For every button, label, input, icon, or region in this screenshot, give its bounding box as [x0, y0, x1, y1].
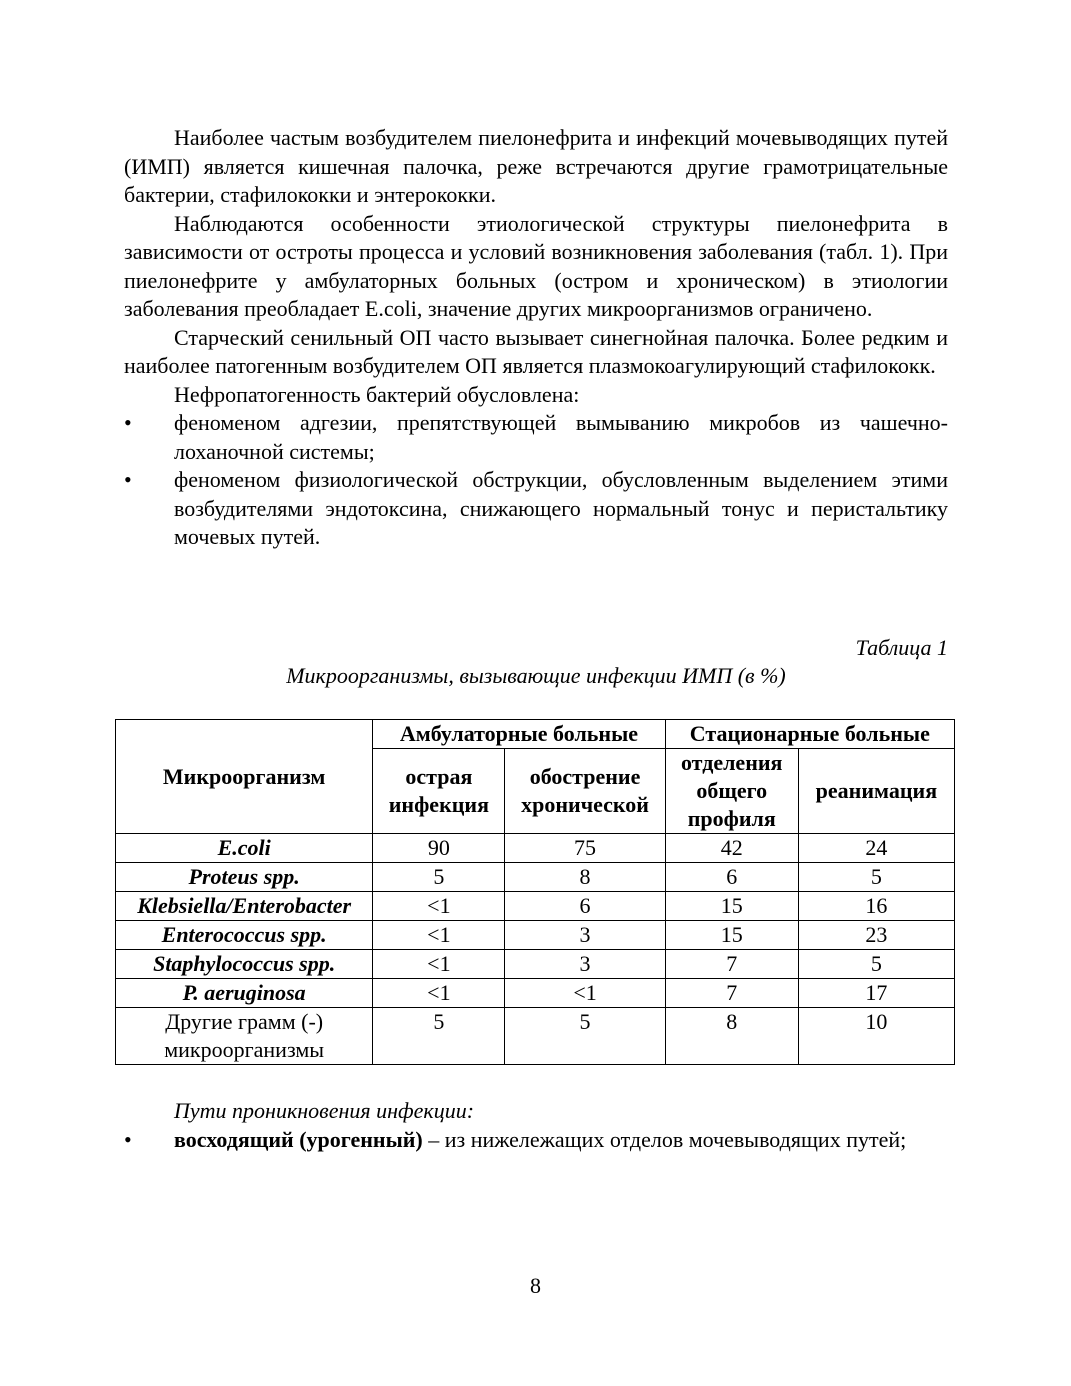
table-label: Таблица 1 — [855, 635, 948, 660]
table-header-row — [116, 720, 955, 749]
table-title: Микроорганизмы, вызывающие инфекции ИМП (в %) — [286, 663, 786, 688]
subheader-acute: острая инфекция — [373, 749, 505, 834]
subheader-chronic: обострение хронической — [505, 749, 665, 834]
bullet-list — [124, 409, 948, 552]
value-cell: 5 — [798, 950, 954, 979]
table-row — [116, 921, 955, 950]
value-cell: 6 — [665, 863, 798, 892]
value-cell: 23 — [798, 921, 954, 950]
organism-cell: Другие грамм (-) микроорганизмы — [116, 1008, 373, 1065]
bullet-marker: • — [124, 1126, 132, 1152]
routes-lead: Пути проникновения инфекции: — [174, 1098, 475, 1123]
value-cell: 24 — [798, 834, 954, 863]
route-item — [124, 1126, 948, 1155]
group-header-ambulatory: Амбулаторные больные — [373, 720, 665, 749]
organism-cell: Klebsiella/Enterobacter — [116, 892, 373, 921]
value-cell: 90 — [373, 834, 505, 863]
data-table — [115, 719, 955, 1065]
table-row — [116, 863, 955, 892]
value-cell: 16 — [798, 892, 954, 921]
bullet-marker: • — [124, 410, 132, 435]
value-cell: 75 — [505, 834, 665, 863]
paragraph-4: Нефропатогенность бактерий обусловлена: — [174, 381, 580, 407]
organism-cell: Staphylococcus spp. — [116, 950, 373, 979]
value-cell: 5 — [373, 1008, 505, 1065]
page-number: 8 — [530, 1273, 541, 1298]
routes-list — [124, 1126, 948, 1155]
table-row — [116, 892, 955, 921]
value-cell: 5 — [373, 863, 505, 892]
value-cell: 15 — [665, 892, 798, 921]
paragraph-1: Наиболее частым возбудителем пиелонефрита и инфекций мочевыводящих путей (ИМП) является кишечная палочка, реже встречаются другие грамотрицательные бактерии, стафилококки и энтерококки. — [124, 125, 948, 207]
value-cell: 5 — [505, 1008, 665, 1065]
value-cell: 10 — [798, 1008, 954, 1065]
value-cell: <1 — [373, 892, 505, 921]
organism-cell: E.coli — [116, 834, 373, 863]
value-cell: 3 — [505, 950, 665, 979]
value-cell: 6 — [505, 892, 665, 921]
table-row — [116, 979, 955, 1008]
value-cell: 5 — [798, 863, 954, 892]
value-cell: 3 — [505, 921, 665, 950]
table-row — [116, 834, 955, 863]
bullet-item: • феноменом физиологической обструкции, обусловленным выделением этими возбудителями эндотоксина, снижающего нормальный тонус и перистальтику мочевых путей. — [124, 467, 948, 549]
table-row — [116, 950, 955, 979]
value-cell: 7 — [665, 979, 798, 1008]
value-cell: <1 — [373, 950, 505, 979]
organism-cell: Enterococcus spp. — [116, 921, 373, 950]
value-cell: 7 — [665, 950, 798, 979]
value-cell: 15 — [665, 921, 798, 950]
organism-cell: Proteus spp. — [116, 863, 373, 892]
value-cell: 42 — [665, 834, 798, 863]
body-text — [124, 124, 948, 552]
infection-routes-section — [124, 1097, 948, 1154]
paragraph-2: Наблюдаются особенности этиологической структуры пиелонефрита в зависимости от остроты процесса и условий возникновения заболевания (табл. 1). При пиелонефрите у амбулаторных больных (остром и хроническом) в этиологии заболевания преобладает E.coli, значение других микроорганизмов ограничено. — [124, 210, 948, 321]
col-header-organism: Микроорганизм — [116, 720, 373, 834]
subheader-general: отделения общего профиля — [665, 749, 798, 834]
value-cell: <1 — [505, 979, 665, 1008]
table-row — [116, 1008, 955, 1065]
value-cell: <1 — [373, 921, 505, 950]
paragraph-3: Старческий сенильный ОП часто вызывает синегнойная палочка. Более редким и наиболее патогенным возбудителем ОП является плазмокоагулирующий стафилококк. — [124, 324, 948, 378]
value-cell: 8 — [665, 1008, 798, 1065]
organism-cell: P. aeruginosa — [116, 979, 373, 1008]
value-cell: 8 — [505, 863, 665, 892]
value-cell: <1 — [373, 979, 505, 1008]
group-header-inpatient: Стационарные больные — [665, 720, 954, 749]
route-description: – из нижележащих отделов мочевыводящих путей; — [422, 1126, 907, 1152]
route-term: восходящий (урогенный) — [174, 1126, 423, 1152]
bullet-marker: • — [124, 467, 132, 492]
bullet-item: • феноменом адгезии, препятствующей вымыванию микробов из чашечно-лоханочной системы; — [124, 410, 948, 464]
subheader-icu: реанимация — [798, 749, 954, 834]
value-cell: 17 — [798, 979, 954, 1008]
